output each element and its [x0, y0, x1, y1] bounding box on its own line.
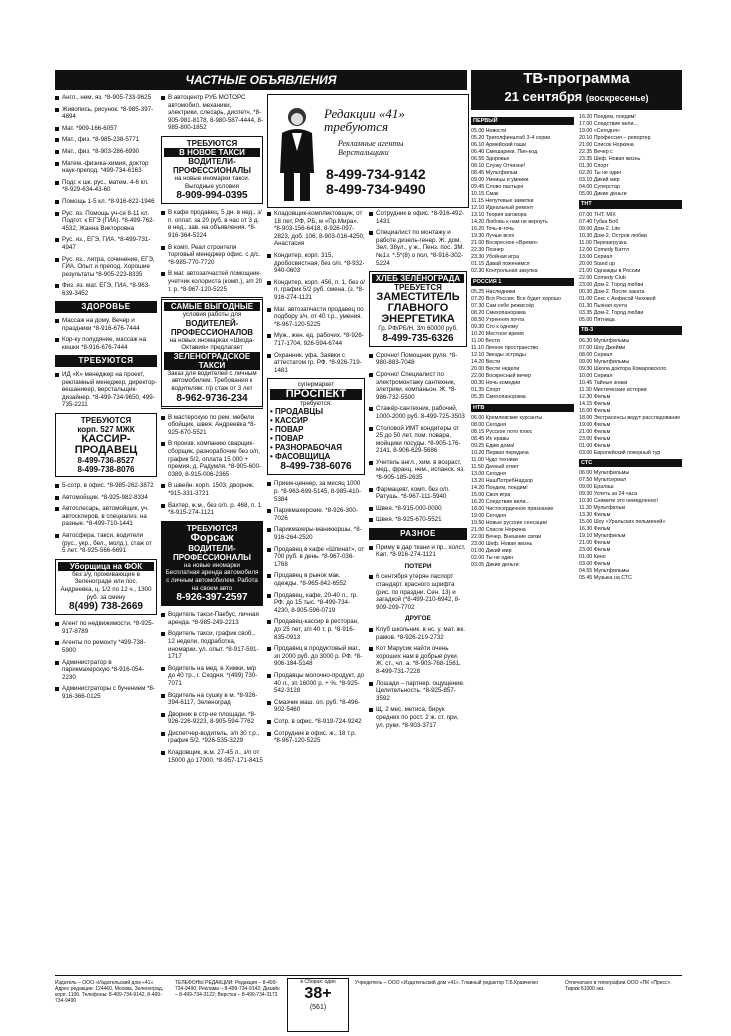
tv-listing: 23.35 Шеф. Новая жизнь	[579, 156, 641, 162]
tv-listing: 09.30 Успеть за 24 часа	[579, 491, 638, 498]
tv-listing: 23.00 Дом-2. Город любви	[579, 281, 644, 288]
tv-listing: 08.20 Смехопанорама	[471, 310, 526, 317]
tv-listing: 09.00 Умницы и умники	[471, 177, 529, 184]
tv-listing: 06.10 Армейский гаши	[471, 142, 527, 149]
tv-listing: 12.30 Фильм	[579, 393, 611, 400]
classified-ad: Клуб школьник. в нс. у. мат. жк. рамов. *8-926-219-2732	[369, 626, 467, 641]
classified-ad: Кондитер, корп. 315, дробосвистная, без о/п. *8-932-940-0603	[267, 252, 365, 275]
supermarket-ad-box: супермаркет ПРОСПЕКТ требуются: • ПРОДАВЦЫ • КАССИР • ПОВАР • ПОВАР • РАЗНОРАБОЧАЯ • ФАСОВЩИЦА 8-499-738-6076	[267, 378, 365, 475]
tv-listing: 03.00 Европейский покерный тур	[579, 449, 661, 456]
classified-ad: Рус. яз., ЕГЭ, ГИА. *8-499-731-4947	[55, 236, 157, 251]
tv-listing: 19.10 Мультфильм	[579, 533, 626, 540]
tv-listing: 05.00 Дикие деньги	[579, 191, 627, 197]
tv-listing: 07.00 ТНТ. MIX	[579, 211, 616, 218]
section-header: ЧАСТНЫЕ ОБЪЯВЛЕНИЯ	[55, 70, 467, 90]
tv-listing: 23.00 Шеф. Новая жизнь	[471, 541, 533, 548]
classified-ad: Англ., нем. яз. *8-905-733-9625	[55, 94, 157, 102]
tv-date: 21 сентября (воскресенье)	[504, 89, 649, 104]
classified-ad: Лошади – партнер. ощущение. Целительность. *8-925-857-3592	[369, 680, 467, 703]
feature-phones: 8-499-734-9142 8-499-734-9490	[326, 166, 426, 197]
classified-ad: Кот Марусик найти очень хороших нам в добрые руки. Ж. ст., чл. а. *8-903-768-1561, 8-499-731-7228	[369, 645, 467, 675]
classified-ad: Специалист по монтажу и работе дизель-генер. Ж. дом. Зел. 38ул., у ж., Пенз. пос. ЗМ. №1з. *.5*(8) о пол, *8-916-302-5224	[369, 229, 467, 267]
classified-ad: Автомойщик. *8-925-982-8334	[55, 494, 157, 502]
tv-listing: 01.00 Кино	[579, 554, 606, 561]
classified-ad: Диспетчер-водитель, з/п 30 т.р., график 5/2. *926-535-3229	[161, 730, 263, 745]
tv-listing: 12.10 Звезды эстрады	[471, 352, 526, 359]
tv-listing: 06.30 Мультфильмы	[579, 337, 630, 344]
classified-ad: Автосфера, такси, водители (рус., укр., бел., молд.), стаж от 5 лет. *8-925-566-6691	[55, 532, 157, 555]
cashier-ad-box: ТРЕБУЮТСЯ корп. 527 МЖК КАССИР-ПРОДАВЕЦ 8-499-736-8527 8-499-738-8076	[55, 413, 157, 477]
tv-listing: 09.00 Ералаш	[579, 484, 614, 491]
classified-ad: Сотр. в офис. *8-919-724-9242	[267, 718, 365, 726]
classified-ad: Стажёр-сантехник, рабочий, 1000-2000 руб. 8-499-725-3503	[369, 405, 467, 420]
imprint-footer	[55, 975, 682, 1036]
newspaper-page	[55, 70, 682, 1011]
tv-listing: 03.35 Дом-2. Город любви	[579, 309, 644, 316]
classified-ad: Фармацевт, комп. без о/п. Ратушь. *8-967-111-5940	[369, 486, 467, 501]
editorial-hiring-ad	[267, 94, 469, 208]
tv-listing: 22.30 Познер	[471, 247, 504, 254]
classified-ad: Продавцы молочно-продукт, до 40 л., зп 16000 р. + %. *8-925-542-3128	[267, 672, 365, 695]
tv-listing: 19.50 Новые русские сенсации	[471, 520, 548, 527]
classified-ad: ИД «К» менеджер на проект, рекламный менеджер, директор-вешаниеер, верстальщик-дизайнер. *8-499-734-9650, 499-735-2211	[55, 371, 157, 409]
classified-ad: Продавец в рынок мак. одежды. *8-965-842-6552	[267, 572, 365, 587]
classified-ad: Водитель такси, график своб., 12 недели, подработка, иномарки. ул. опыт. *8-917-591-1717	[161, 630, 263, 660]
tv-listing: 18.00 Чистосердечное признание	[471, 506, 554, 513]
tv-listing: 01.15 Давай поженимся	[471, 261, 530, 268]
tv-listing: 16.20 Поедем, поедим!	[579, 114, 636, 120]
tv-listing: 19.30 Лучше всех	[471, 233, 515, 240]
tv-listing: 13.00 Сериал	[579, 253, 613, 260]
classified-ad: Мат. *909-166-6057	[55, 125, 157, 133]
tv-listing: 08.45 Мультфильм	[471, 170, 518, 177]
tv-listing: 07.00 Шоу Джейми	[579, 344, 626, 351]
classified-ad: Парикмахеры-маникюршы. *8-916-264-2520	[267, 526, 365, 541]
classified-ad: Вахтер, ж.м., без о/п. р. 468, п. 1 *8-915-274-1121	[161, 502, 263, 517]
tv-header	[471, 70, 682, 110]
classified-ad: Швея. *8-915-000-0000	[369, 505, 467, 513]
classified-ad: Физ. яз. мат. ЕГЭ, ГИА. *8-963-639-3452	[55, 282, 157, 297]
tv-listing: 20.00 Stand up	[579, 260, 615, 267]
tv-listing: 09.00 Мультфильмы	[579, 358, 630, 365]
tv-listing: 12.10 Идеальный ремонт	[471, 205, 534, 212]
tv-listing: 14.15 Фильм	[579, 400, 611, 407]
classified-ad: В произв. компанию сварщик-сборщик, разнорабочие без о/п, график 5/2, оплата 15 000 + премия, д. Радумля. *8-905-600-0389, 8-915-006-2365	[161, 440, 263, 478]
tv-listing: 10.15 Смак	[471, 191, 499, 198]
tv-listing: 22.00 Вечер. Внешние связи	[471, 534, 542, 541]
classified-ad: В мастерскую по рем. мебели обойщик, швея. Андреевка *8-925-670-5521	[161, 414, 263, 437]
tv-listing: 23.00 Фильм	[579, 435, 611, 442]
classified-ad: Столовой ИМТ кондитеры от 25 до 50 лет, пом. повара, мойщики посуды. *8-905-176-2141, 8-906-629-5686	[369, 425, 467, 455]
tv-listing: 01.00 Секс с Анфисой Чеховой	[579, 295, 656, 302]
tv-listing: 11.15 Непутевые заметки	[471, 198, 534, 205]
tv-listing: 16.20 Следствие вели...	[471, 499, 530, 506]
classified-ad: Муж., жен. ед. рабочих. *8-926-717-1704, 926-594-6744	[267, 332, 365, 347]
supermarket-vacancy: • ФАСОВЩИЦА	[270, 452, 331, 462]
classified-ad: Рус. яз. Помощь уч-ся 8-11 кл. Подгот. к ЕГЭ (ГИА). *8-499-762-4532, Жанна Викторовна	[55, 210, 157, 233]
tv-listing: 11.50 Дачный ответ	[471, 464, 519, 471]
tv-listing: 08.10 Служу Отчизне!	[471, 163, 526, 170]
tv-listing: 20.10 Профессия – репортер	[579, 135, 651, 141]
classified-ad: Срочно! Помощник руля. *8-980-883-7048	[369, 352, 467, 367]
tv-listing: 10.30 Дом-2. Остров любви	[579, 232, 647, 239]
tv-listing: 10.20 Местное время	[471, 331, 524, 338]
tv-listing: 09.00 Дом-2. Lite	[579, 225, 621, 232]
tv-listing: 06.00 Кремлевские курсанты	[471, 415, 543, 422]
tv-listing: 07.40 Губка Боб	[579, 218, 619, 225]
tv-listing: 13.30 Фильм	[579, 512, 611, 519]
tv-listing: 21.00 Фильм	[579, 540, 611, 547]
tv-listing: 13.10 Теория заговора	[471, 212, 527, 219]
tv-channel-header: НТВ	[471, 404, 574, 412]
tv-listing: 05.35 Смехопанорама	[471, 394, 526, 401]
tv-listing: 02.00 Ты не один	[471, 555, 514, 562]
classified-ad: Живопись, рисунок. *8-985-397-4894	[55, 106, 157, 121]
forsage-ad-box: ТРЕБУЮТСЯ Форсаж ВОДИТЕЛИ-ПРОФЕССИОНАЛЫ на новые иномарки Бесплатная аренда автомобиля с личным автомобилем. Работа на своем авто 8-926-397-2597	[161, 521, 263, 606]
classified-ad: Помощь 1-5 кл. *8-916-622-1946	[55, 198, 157, 206]
footer-print: Отпечатано в типографии ООО «ПК «Пресс». Тираж 61000 экз.	[565, 980, 672, 992]
tv-listing: 02.30 Контрольная закупка	[471, 268, 538, 275]
ads-column-1	[55, 94, 157, 704]
tv-channel-header: СТС	[579, 459, 682, 467]
tv-listing: 13.20 НашПотребНадзор	[471, 478, 533, 485]
classified-ad: Охранник. уфа. Заявки с аттестатом гр. РФ. *8-926-719-1481	[267, 352, 365, 375]
classified-ad: Администратор в парикмахерскую *8-916-054-2230	[55, 659, 157, 682]
tv-listing: 10.45 Тайные знаки	[579, 379, 628, 386]
tv-listing: 22.35 Вечер с	[579, 149, 613, 155]
supermarket-vacancy: • ПОВАР	[270, 434, 304, 444]
classified-ad: Агенты по ремонту *499-738-5900	[55, 639, 157, 654]
tv-listing: 12.00 Comedy Баттл	[579, 246, 630, 253]
tv-listing: 19.00 Фильм	[579, 421, 611, 428]
tv-listing: 11.10 Личное пространство	[471, 345, 539, 352]
supermarket-vacancy: • КАССИР	[270, 416, 309, 426]
tv-listing: 07.20 Вся Россия. Все будет хорошо	[471, 296, 561, 303]
classified-ad: Кондитер, корп. 456, п. 1, без о/п, график 5/2 руб. смена. (з. *8-916-274-1121	[267, 279, 365, 302]
tv-listing: 03.05 Дикие деньги	[471, 562, 519, 569]
tv-listing: 16.30 Фильм	[579, 526, 611, 533]
tv-listing: 07.30 Сам себе режиссёр	[471, 303, 535, 310]
classified-ad: 6 сентября утерян паспорт стандарт. красного шрифта (рис. по праздни. Сен. 13) и загадкой (*8-499-210-6942, 8-909-209-7702	[369, 573, 467, 611]
tv-listing: 11.30 Мультфильм	[579, 505, 626, 512]
tv-listing: 14.20 Любовь к нам не вернуть	[471, 219, 548, 226]
tv-listing: 00.30 Дом-2. После заката	[579, 288, 645, 295]
tv-channel-header: ТВ-3	[579, 326, 682, 334]
tv-listing: 05.45 Музыка на СТС	[579, 575, 632, 582]
tv-listing: 22.00 Comedy Club	[579, 274, 626, 281]
tv-listing: 06.40 Смешарики. Пин-код	[471, 149, 538, 156]
tv-listing: 01.30 Спорт	[579, 163, 609, 169]
footer-phones: ТЕЛЕФОНЫ РЕДАКЦИИ: Редакция – 8-499-734-9490; Реклама – 8-499-734-9142; Дизайн – 8-499-734-3122; Верстка – 8-499-734-3173	[175, 980, 280, 998]
best-conditions-ad-box: САМЫЕ ВЫГОДНЫЕ условия работы для ВОДИТЕЛЕЙ-ПРОФЕССИОНАЛОВ на новых иномарках «Шкода-Октавия» предлагает ЗЕЛЕНОГРАДСКОЕ ТАКСИ Заказ для водителей с личным автомобилем. Требования к водителям: г/р стаж от 3 лет 8-962-9736-234	[161, 297, 263, 409]
ads-column-3a	[267, 210, 365, 749]
tv-listing: 10.20 Первая передача	[471, 450, 529, 457]
footer-founder: Учредитель – ООО «Издательский дом «41». Главный редактор Т.Б.Кравченко	[355, 980, 539, 986]
tv-listing: 04.00 Суперстар	[579, 184, 620, 190]
tv-listing: 11.00 Перезагрузка	[579, 239, 627, 246]
tv-column-1	[471, 114, 574, 569]
tv-listing: 16.20 Точь-в-точь	[471, 226, 514, 233]
tv-listing: 08.50 Утренняя почта	[471, 317, 525, 324]
tv-listing: 02.20 Ты не один	[579, 170, 622, 176]
tv-listing: 05.00 Новости	[471, 128, 507, 135]
tv-listing: 21.00 Список Норкина	[579, 142, 634, 148]
tv-listing: 16.00 Фильм	[579, 407, 611, 414]
tv-listing: 06.00 Мультфильмы	[579, 470, 630, 477]
classified-ad: Мат., физ. *8-985-238-5771	[55, 136, 157, 144]
classified-ad: Сотрудник в офис. *8-916-492-1431	[369, 210, 467, 225]
ads-column-2	[161, 94, 263, 768]
classified-ad: Учитель англ., хим. в возраст, мед., франц. нем., испанск. яз. *8-905-185-2635	[369, 459, 467, 482]
tv-listing: 11.00 Вести	[471, 338, 500, 345]
tv-listing: 05.20 Триголфинштаб 3-4 серии	[471, 135, 551, 142]
tv-listing: 09.45 Слово пастыря	[471, 184, 524, 191]
classified-ad: В кафе продавец. 5 дн. в нед., з/п. оплат. за 20 руб. в час от 3 д. в нед., зав. на объявления. *8-916-364-5224	[161, 209, 263, 239]
tv-listing: 11.00 Чудо техники	[471, 457, 518, 464]
feature-title: Редакции «41» требуются	[324, 106, 405, 134]
classified-ad: Администраторы с бучением *8-916-366-0125	[55, 685, 157, 700]
tv-listing: 11.30 Мистические истории	[579, 386, 647, 393]
classified-ad: Продавец в продуктовый маг., зп 2000 руб. до 3000 р. РФ. *8-906-184-5148	[267, 645, 365, 668]
classified-ad: Водитель на мед. в Химки, м/р до 40 тр., г. Сходня. *(499) 730-7071	[161, 665, 263, 688]
taxi-ad-box: ТРЕБУЮТСЯ В НОВОЕ ТАКСИ ВОДИТЕЛИ-ПРОФЕССИОНАЛЫ на новые иномарки такси. Выгодные условия 8-909-994-0395	[161, 136, 263, 204]
tv-listing: 08.00 Сегодня	[471, 422, 507, 429]
tv-listing: 00.30 Ночь комедии	[471, 380, 521, 387]
classified-ad: Автослесарь, автомойщик, уч. автосклеров, в специализ. на разные. *8-499-710-1441	[55, 505, 157, 528]
classified-ad: Мат., физ. *8-903-286-6990	[55, 148, 157, 156]
tv-listing: 23.30 Убойная игра	[471, 254, 519, 261]
classified-ad: В маг. автозапчастей помощник-учетчик колориста (комп.), з/п 20 т. р. *8-967-120-5225	[161, 270, 263, 293]
classified-ad: Прием-ценнер, за месяц 1000 р. *8-963-699-5145, 8-985-410-5384	[267, 480, 365, 503]
classified-ad: Кор-ку полудяние, массаж на кешки *8-916-676-7444	[55, 336, 157, 351]
classified-ad: Смазчик маш. оп. руб. *8-496-902-5460	[267, 699, 365, 714]
issue-number-box: в Сборах: один 38+ (561)	[287, 978, 349, 1032]
tv-listing: 13.00 Сегодня	[471, 471, 507, 478]
ads-column-3b	[369, 210, 467, 733]
section-misc: РАЗНОЕ	[369, 528, 467, 540]
tv-listing: 03.00 Фильм	[579, 561, 611, 568]
classified-ad: Рус. яз., литра, сочинение, ЕГЭ, ГИА. Опыт и препод. Хорошие результаты *8-905-223-8335	[55, 256, 157, 279]
tv-listing: 01.35 Спорт	[471, 387, 501, 394]
classified-ad: Подг. к шк. рус., матем. 4-6 кл. *8-929-634-43-60	[55, 179, 157, 194]
tv-channel-header: ПЕРВЫЙ	[471, 117, 574, 125]
tv-listing: 19.00 Сегодня	[471, 513, 507, 520]
tv-listing: 21.00 Фильм	[579, 428, 611, 435]
classified-ad: 5-сотр. в офис. *8-985-262-3872	[55, 482, 157, 490]
tv-listing: 08.00 Сериал	[579, 351, 613, 358]
tv-listing: 01.00 Дикий мир	[471, 548, 512, 555]
classified-ad: Дворник в стр-ие площади. *8-926-226-9223, 8-905-594-7762	[161, 711, 263, 726]
tv-listing: 05.00 Пятница	[579, 316, 615, 323]
tv-listing: 22.00 Воскресный вечер	[471, 373, 532, 380]
tv-listing: 14.20 Вести	[471, 359, 501, 366]
tv-listing: 03.10 Дикий мир	[579, 177, 620, 183]
classified-ad: Приму в дар ткани и пр., холст. Кап. *8-916-274-1121	[369, 544, 467, 559]
classified-ad: Водитель такси-Пакбус, личная аренда. *8-985-249-2213	[161, 611, 263, 626]
classified-ad: Кладовщик, ж.м. 27-45 л., з/п от 15000 до 17000. *8-957-171-8415	[161, 749, 263, 764]
tv-listing: 01.30 Пьяная хунта	[579, 302, 627, 309]
tv-listing: 21.00 Воскресное «Время»	[471, 240, 538, 247]
subsection-other: ДРУГОЕ	[405, 615, 431, 623]
tv-listing: 17.00 Следствие вели...	[579, 121, 638, 127]
tv-listing: 09.30 Сто к одному	[471, 324, 519, 331]
classified-ad: Парикмахерские. *8-926-300-7026	[267, 507, 365, 522]
classified-ad: Срочно! Специалист по электромонтажу сантехник, элетрики, компаньон. Ж. *8-986-732-5500	[369, 371, 467, 401]
classified-ad: Продавец-кассир в ресторан, до 25 лет, з/п 40 т. р. *8-916-835-0913	[267, 618, 365, 641]
classified-ad: Сотрудник в офис. ж., 18 т.р. *8-967-120-5225	[267, 730, 365, 745]
tv-listing: 04.55 Мультфильмы	[579, 568, 630, 575]
tv-channel-header: РОССИЯ 1	[471, 278, 574, 286]
classified-ad: Кладовщик-комплектовщик, от 18 лет, РФ, РБ, м «Пр.Мира». *8-903-156-6418, 8-926-097-2823, доб. 106, 8-903-016-4250, Анастасия	[267, 210, 365, 248]
tv-listing: 09.25 Едим дома!	[471, 443, 515, 450]
tv-listing: 15.00 Своя игра	[471, 492, 511, 499]
supermarket-vacancy: • РАЗНОРАБОЧАЯ	[270, 443, 342, 453]
classified-ad: Швея. *8-925-670-5521	[369, 516, 467, 524]
tv-listing: 06.55 Здоровье	[471, 156, 510, 163]
classified-ad: Водитель на сушку в м. *8-926-394-6117, Зеленоград	[161, 692, 263, 707]
classified-ad: Массаж на дому. Вечер и праздники *8-916-676-7444	[55, 317, 157, 332]
classified-ad: В швейн. корп. 1503, дворник. *915-331-3721	[161, 482, 263, 497]
feature-list: Рекламные агенты Верстальщики	[338, 139, 404, 157]
tv-listing: 01.00 Фильм	[579, 442, 611, 449]
classified-ad: Продавец, кафе, 20-40 л., гр. РФ. до 15 тыс. *8-499-734-4230, 8-905-596-0719	[267, 592, 365, 615]
classified-ad: Агент по недвижимости. *8-925-917-8789	[55, 620, 157, 635]
energy-ad-box: ХЛЕБ ЗЕЛЁНОГРАДА ТРЕБУЕТСЯ ЗАМЕСТИТЕЛЬ ГЛАВНОГО ЭНЕРГЕТИКА Гр. РФ/РБ/Н, З/п 60000 руб. 8-499-735-6326	[369, 271, 467, 347]
tv-listing: 15.00 Шоу «Уральских пельменей»	[579, 519, 666, 526]
section-required: ТРЕБУЮТСЯ	[55, 355, 157, 367]
supermarket-vacancy: • ПОВАР	[270, 425, 304, 435]
classified-ad: Матем.-физика-химия, доктор наук-препод. *499-734-6163	[55, 160, 157, 175]
classified-ad: В автоцентр РУБ МОТОРС автомобил, механики, электрики, слесарь, диспетч. *8-905-981-8178, 8-980-587-4444, 8-985-800-1852	[161, 94, 263, 132]
tv-listing: 09.30 Школа доктора Комаровского	[579, 365, 667, 372]
tv-listing: 08.15 Русское лото плюс	[471, 429, 533, 436]
tv-listing: 14.20 Поедем, поедим!	[471, 485, 528, 492]
tv-listing: 19.00 «Сегодня»	[579, 128, 620, 134]
tv-column-2	[579, 114, 682, 582]
supermarket-vacancy: • ПРОДАВЦЫ	[270, 407, 324, 417]
tv-listing: 21.00 Однажды в России	[579, 267, 641, 274]
tv-listing: 08.45 Их нравы	[471, 436, 510, 443]
tv-listing: 10.00 Сериал	[579, 372, 613, 379]
tv-listing: 21.00 Список Норкина	[471, 527, 526, 534]
section-health: ЗДОРОВЬЕ	[55, 301, 157, 313]
tv-title: ТВ-программа	[523, 70, 630, 87]
footer-publisher: Издатель – ООО «Издательский дом «41». Адрес редакции: 124460, Москва, Зеленоград, корп. 1106. Телефоны: 8-499-734-9142, 8-499-734-9490	[55, 980, 164, 1004]
classified-ad: Продавец в кафе «Шпинат», от 700 руб. в день. *8-967-036-1768	[267, 546, 365, 569]
tv-listing: 20.00 Вести недели	[471, 366, 520, 373]
tv-listing: 10.30 Снимите это немедленно!	[579, 498, 658, 505]
tv-channel-header: ТНТ	[579, 200, 682, 208]
tv-listing: 23.00 Фильм	[579, 547, 611, 554]
cleaner-ad-box: Уборщица на ФОК без з/у, проживающие в Зеленограде или пос. Андреевка, ц. 1/2 по 12 ч., 1300 руб. за смену 8(499) 738-2669	[55, 559, 157, 615]
classified-ad: Маг. автозапчасти продавец по подбору з/ч, от 40 т.р., умения. *8-967-120-5225	[267, 306, 365, 329]
classified-ad: В комп. Реал строителя торговый менеджер офис. с д/с. *8-985-770-7720	[161, 244, 263, 267]
classified-ad: Щ. 2 мес. метиса, бирук средних по рост. 2 ж. ст. при, ул. руки. *8-903-3717	[369, 706, 467, 729]
tv-listing: 07.50 Мультсериал	[579, 477, 627, 484]
subsection-lost: ПОТЕРИ	[404, 562, 432, 570]
tv-listing: 18.00 Экстрасенсы ведут расследование	[579, 414, 681, 421]
woman-illustration	[274, 103, 320, 203]
tv-listing: 05.25 Наследники	[471, 289, 516, 296]
